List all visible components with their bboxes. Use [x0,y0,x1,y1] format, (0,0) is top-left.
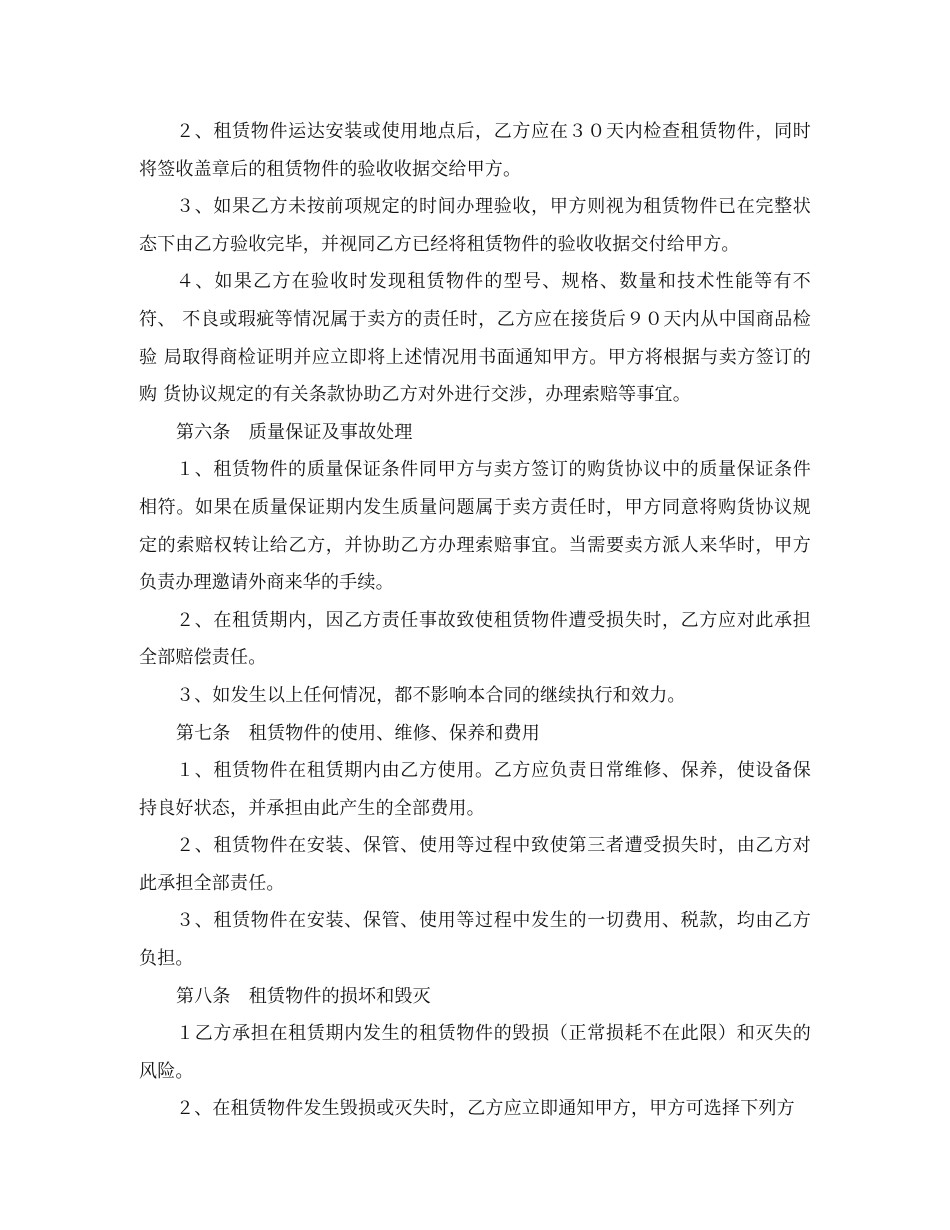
paragraph-clause-5-4: ４、如果乙方在验收时发现租赁物件的型号、规格、数量和技术性能等有不符、 不良或瑕疵等情况属于卖方的责任时，乙方应在接货后９０天内从中国商品检验 局取得商检证明并应立即将上述情况用书面通知甲方。甲方将根据与卖方签订的购 货协议规定的有关条款协助乙方对外进行交涉，办理索赔等事宜。 [139,271,811,406]
article-7-heading: 第七条 租赁物件的使用、维修、保养和费用 [176,722,540,744]
paragraph-clause-8-2: ２、在租赁物件发生毁损或灭失时，乙方应立即通知甲方，甲方可选择下列方 [176,1098,795,1120]
paragraph-clause-6-1: １、租赁物件的质量保证条件同甲方与卖方签订的购货协议中的质量保证条件相符。如果在质量保证期内发生质量问题属于卖方责任时，甲方同意将购货协议规定的索赔权转让给乙方，并协助乙方办理索赔事宜。当需要卖方派人来华时，甲方负责办理邀请外商来华的手续。 [139,459,811,594]
paragraph-clause-6-2: ２、在租赁期内，因乙方责任事故致使租赁物件遭受损失时，乙方应对此承担全部赔偿责任。 [139,609,811,669]
article-8-heading: 第八条 租赁物件的损坏和毁灭 [176,985,431,1007]
paragraph-clause-7-2: ２、租赁物件在安装、保管、使用等过程中致使第三者遭受损失时，由乙方对此承担全部责任。 [139,835,811,894]
paragraph-clause-6-3: ３、如发生以上任何情况，都不影响本合同的继续执行和效力。 [176,684,686,706]
document-body [139,113,811,1128]
paragraph-clause-8-1: １乙方承担在租赁期内发生的租赁物件的毁损（正常损耗不在此限）和灭失的风险。 [139,1023,811,1082]
paragraph-clause-7-1: １、租赁物件在租赁期内由乙方使用。乙方应负责日常维修、保养，使设备保持良好状态，并承担由此产生的全部费用。 [139,760,811,819]
paragraph-clause-7-3: ３、租赁物件在安装、保管、使用等过程中发生的一切费用、税款，均由乙方负担。 [139,910,811,970]
article-6-heading: 第六条 质量保证及事故处理 [176,421,413,443]
paragraph-clause-5-3: ３、如果乙方未按前项规定的时间办理验收，甲方则视为租赁物件已在完整状态下由乙方验收完毕，并视同乙方已经将租赁物件的验收收据交付给甲方。 [139,196,811,255]
paragraph-clause-5-2: ２、租赁物件运达安装或使用地点后，乙方应在３０天内检查租赁物件，同时将签收盖章后的租赁物件的验收收据交给甲方。 [139,121,811,180]
